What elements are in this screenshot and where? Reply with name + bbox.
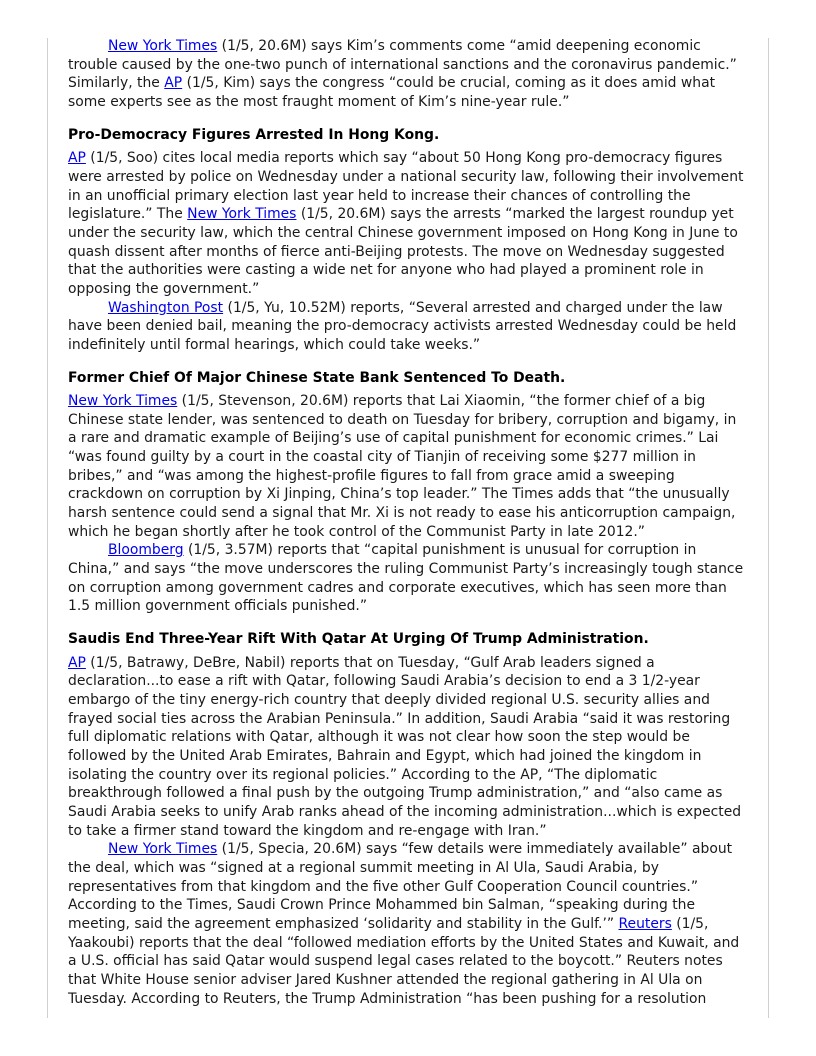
bloomberg-link[interactable]: Bloomberg: [108, 542, 184, 559]
right-margin-rule: [768, 38, 769, 1018]
article-headline-chinese-bank: Former Chief Of Major Chinese State Bank Sentenced To Death.: [68, 369, 566, 386]
document-page: [68, 37, 749, 1008]
article-paragraph: [68, 541, 749, 616]
article-text: (1/5, Specia, 20.6M) says “few details were immediately available” about the deal, which was “signed at a regional summit meeting in Al Ula, Saudi Arabia, by representatives from that kingdom and the five other Gulf Cooperation Council countries.” According to the Times, Saudi Crown Prince Mohammed bin Salman, “speaking during the meeting, said the agreement emphasized ‘solidarity and stability in the Gulf.’”: [68, 841, 733, 932]
nyt-link[interactable]: New York Times: [108, 841, 218, 858]
ap-link[interactable]: AP: [164, 75, 183, 92]
ap-link[interactable]: AP: [68, 654, 86, 671]
article-paragraph: [68, 840, 749, 1008]
nyt-link[interactable]: New York Times: [187, 206, 297, 223]
article-paragraph: [68, 149, 749, 298]
article-headline-saudi-qatar: Saudis End Three-Year Rift With Qatar At Urging Of Trump Administration.: [68, 631, 649, 648]
article-paragraph: [68, 392, 749, 541]
article-text: (1/5, Stevenson, 20.6M) reports that Lai Xiaomin, “the former chief of a big Chinese state lender, was sentenced to death on Tuesday for bribery, corruption and bigamy, in a rare and dramatic example of Beijing’s use of capital punishment for economic crimes.” Lai “was found guilty by a court in the coastal city of Tianjin of receiving some $277 million in bribes,” and “was among the highest-profile figures to fall from grace amid a sweeping crackdown on corruption by Xi Jinping, China’s top leader.” The Times adds that “the unusually harsh sentence could send a signal that Mr. Xi is not ready to ease his anticorruption campaign, which he began shortly after he took control of the Communist Party in late 2012.”: [68, 393, 737, 540]
left-margin-rule: [47, 38, 48, 1018]
article-paragraph: [68, 654, 749, 841]
article-text: (1/5, 20.6M) says the arrests “marked the largest roundup yet under the security law, which the central Chinese government imposed on Hong Kong in June to quash dissent after months of fierce anti-Beijing protests. The move on Wednesday suggested that the authorities were casting a wide net for anyone who had played a prominent role in opposing the government.”: [68, 206, 738, 297]
article-text: (1/5, Soo) cites local media reports which say “about 50 Hong Kong pro-democracy figures were arrested by police on Wednesday under a national security law, following their involvement in an unofficial primary election last year held to increase their chances of controlling the legislature.” The: [68, 150, 744, 223]
intro-text-2: (1/5, Kim) says the congress “could be crucial, coming as it does amid what some experts see as the most fraught moment of Kim’s nine-year rule.”: [68, 75, 716, 110]
article-text: (1/5, Batrawy, DeBre, Nabil) reports that on Tuesday, “Gulf Arab leaders signed a declaration...to ease a rift with Qatar, following Saudi Arabia’s decision to end a 3 1/2-year embargo of the tiny energy-rich country that deeply divided regional U.S. security allies and frayed social ties across the Arabian Peninsula.” In addition, Saudi Arabia “said it was restoring full diplomatic relations with Qatar, although it was not clear how soon the step would be followed by the United Arab Emirates, Bahrain and Egypt, which had joined the kingdom in isolating the country over its regional policies.” According to the AP, “The diplomatic breakthrough followed a final push by the outgoing Trump administration,” and “also came as Saudi Arabia seeks to unify Arab ranks ahead of the incoming administration...which is expected to take a firmer stand toward the kingdom and re-engage with Iran.”: [68, 654, 742, 839]
article-paragraph: [68, 299, 749, 355]
ap-link[interactable]: AP: [68, 150, 86, 167]
washington-post-link[interactable]: Washington Post: [108, 299, 224, 316]
article-text: (1/5, Yaakoubi) reports that the deal “followed mediation efforts by the United States and Kuwait, and a U.S. official has said Qatar would suspend legal cases related to the boycott.” Reuters notes that White House senior adviser Jared Kushner attended the regional gathering in Al Ula on Tuesday. According to Reuters, the Trump Administration “has been pushing for a resolution: [68, 915, 740, 1007]
reuters-link[interactable]: Reuters: [618, 915, 672, 932]
article-text: (1/5, 3.57M) reports that “capital punishment is unusual for corruption in China,” and says “the move underscores the ruling Communist Party’s increasingly tough stance on corruption among government cadres and corporate executives, which has seen more than 1.5 million government officials punished.”: [68, 542, 744, 615]
intro-text-1: (1/5, 20.6M) says Kim’s comments come “amid deepening economic trouble caused by the one-two punch of international sanctions and the coronavirus pandemic.” Similarly, the: [68, 38, 737, 92]
nyt-link[interactable]: New York Times: [108, 38, 218, 54]
intro-paragraph: [68, 37, 749, 112]
article-text: (1/5, Yu, 10.52M) reports, “Several arrested and charged under the law have been denied bail, meaning the pro-democracy activists arrested Wednesday could be held indefinitely until formal hearings, which could take weeks.”: [68, 299, 737, 353]
article-headline-hong-kong: Pro-Democracy Figures Arrested In Hong Kong.: [68, 126, 440, 143]
nyt-link[interactable]: New York Times: [68, 393, 178, 410]
